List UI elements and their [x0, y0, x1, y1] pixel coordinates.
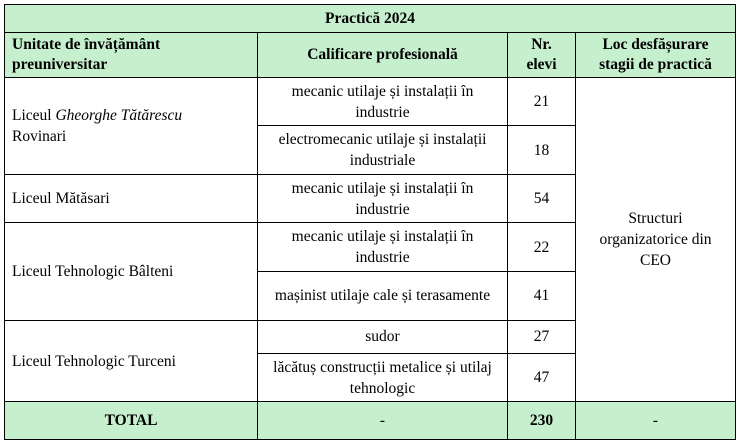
students-cell: 22 — [508, 223, 576, 272]
students-cell: 27 — [508, 320, 576, 353]
table-title: Practică 2024 — [5, 5, 736, 33]
students-cell: 41 — [508, 272, 576, 321]
header-qualification: Calificare profesională — [258, 33, 508, 78]
qualification-cell: lăcătuș construcții metalice și utilaj tehnologic — [258, 353, 508, 402]
students-cell: 54 — [508, 174, 576, 223]
total-location: - — [576, 402, 736, 440]
school-cell: Liceul Tehnologic Turceni — [5, 320, 258, 402]
table-row — [5, 77, 736, 126]
total-students: 230 — [508, 402, 576, 440]
qualification-cell: electromecanic utilaje și instalații industriale — [258, 126, 508, 175]
header-students: Nr. elevi — [508, 33, 576, 78]
qualification-cell: mecanic utilaje și instalații în industrie — [258, 174, 508, 223]
students-cell: 47 — [508, 353, 576, 402]
practice-table — [4, 4, 736, 440]
total-label: TOTAL — [5, 402, 258, 440]
school-cell: Liceul Tehnologic Bâlteni — [5, 223, 258, 320]
total-row — [5, 402, 736, 440]
school-cell: Liceul Mătăsari — [5, 174, 258, 223]
school-cell — [5, 77, 258, 174]
school-suffix: Rovinari — [12, 127, 67, 145]
school-prefix: Liceul — [12, 106, 56, 124]
header-unit: Unitate de învățământ preuniversitar — [5, 33, 258, 78]
qualification-cell: sudor — [258, 320, 508, 353]
total-qualification: - — [258, 402, 508, 440]
header-row — [5, 33, 736, 78]
title-row — [5, 5, 736, 33]
school-italic: Gheorghe Tătărescu — [55, 106, 183, 124]
qualification-cell: mașinist utilaje cale și terasamente — [258, 272, 508, 321]
students-cell: 18 — [508, 126, 576, 175]
qualification-cell: mecanic utilaje și instalații în industrie — [258, 77, 508, 126]
qualification-cell: mecanic utilaje și instalații în industrie — [258, 223, 508, 272]
header-location: Loc desfășurare stagii de practică — [576, 33, 736, 78]
students-cell: 21 — [508, 77, 576, 126]
location-cell: Structuri organizatorice din CEO — [576, 77, 736, 402]
